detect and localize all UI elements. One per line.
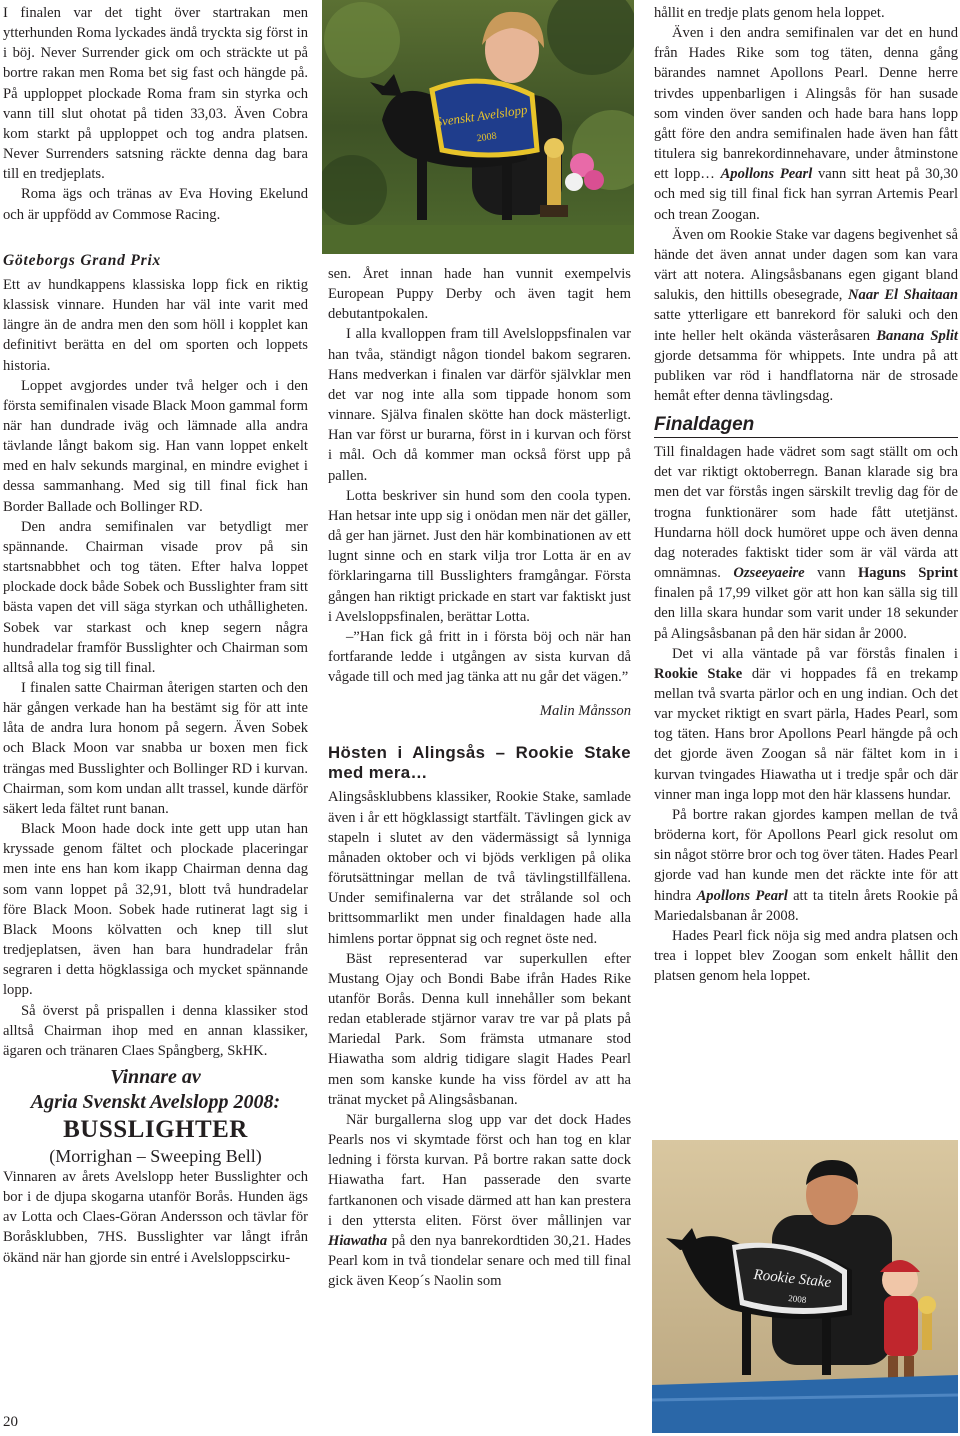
text-run: vann sitt heat på 30,30 och med sig till final fick han syrran Artemis Pearl och trean Zoogan.	[654, 166, 958, 223]
winner-intro: Vinnare av	[110, 1065, 201, 1088]
paragraph: Loppet avgjordes under två helger och i den första semifinalen visade Black Moon gammal form när han dundrade iväg och lämnade alla andra tävlande långt bakom sig. Han vann loppet enkelt med en halv sekunds marginal, en mindre evighet i dessa sammanhang. Med sig till final fick han Border Ballade och Bollinger RD.	[3, 377, 308, 515]
paragraph: Lotta beskriver sin hund som den coola typen. Han hetsar inte upp sig i onödan men när det gäller, då ger han järnet. Just den här kombinationen av ett lugnt sinne och en stark vilja tror Lotta är en av förklaringarna till Busslighters framgångar. Första gången han riktigt prickade en start var faktiskt just i Avelsloppsfinalen, berättar Lotta.	[328, 487, 631, 625]
race-name: Rookie Stake	[654, 665, 743, 682]
paragraph: hållit en tredje plats genom hela loppet.	[654, 5, 885, 21]
paragraph: sen. Året innan hade han vunnit exempelvis European Puppy Derby och även tagit hem debutantpokalen.	[328, 266, 631, 323]
text-run: där vi hoppades få en trekamp mellan två svarta pärlor och en ung indian. Och det var mycket riktigt en svart pärla, Hades Pearl, som tog täten. Hans bror Apollons Pearl hängde på och det gjorde även Zoogan så när fältet kom in i kurvan tvingades Hiawatha ut i tredje spår och där vinner man inga lopp mot den här klassens hundar.	[654, 665, 958, 803]
paragraph	[654, 805, 958, 926]
column-right	[654, 3, 958, 986]
blanket-year: 2008	[787, 1293, 807, 1305]
winner-race: Agria Svenskt Avelslopp 2008:	[30, 1090, 281, 1113]
winner-pedigree: (Morrighan – Sweeping Bell)	[49, 1145, 262, 1166]
dog-name: Naar El Shaitaan	[847, 287, 958, 304]
paragraph: Vinnaren av årets Avelslopp heter Busslighter och bor i de djupa skogarna utanför Borås. Hunden ägs av Lotta och Claes-Göran Andersson och tävlar för Boråsklubben, 7HS. Busslighter var långt ifrån ökänd när han gjorde sin entré i Avelsloppscirku-	[3, 1168, 308, 1266]
photo-man-child-greyhound	[652, 1140, 958, 1433]
text-run: Det vi alla väntade på var förstås finalen i	[672, 645, 958, 662]
text-run: gjorde detsamma för whippets. Inte undra på att publiken var röd i handflatorna när de strosade hemåt efter denna tävlingsdag.	[654, 347, 958, 404]
column-left	[3, 3, 308, 1268]
winner-box	[3, 1065, 308, 1167]
paragraph: I finalen var det tight över startrakan men ytterhunden Roma lyckades ändå tryckta sig först in i böj. Never Surrender gick om och sträckte ut på bortre rakan men Roma bet sig fast och hängde på. På upploppet plockade Roma fram sin styrka och vann till slut ohotat på tiden 33,03. Även Cobra kom starkt på upploppet och tog andra platsen. Never Surrenders satsning räckte denna dag bara till en tredjeplats.	[3, 5, 308, 183]
blanket-text: Rookie Stake	[752, 1266, 832, 1292]
dog-name: Apollons Pearl	[720, 166, 813, 183]
paragraph	[654, 225, 958, 406]
text-run: Även i den andra semifinalen var det en hund från Hades Rike som tog täten, denna gång bärandes namnet Apollons Pearl. Denne herre trivdes uppenbarligen i Alingsås för han susade som vinden över sanden och hade bara hans lopp gått före den andra semifinalen hade även han fått titulera sig banrekordinnehavare, under åtminstone ett lopp…	[654, 25, 958, 183]
section-heading-finaldagen: Finaldagen	[654, 414, 958, 438]
paragraph: Den andra semifinalen var betydligt mer spännande. Chairman visade prov på sin startsnabbhet och tog täten. Efter halva loppet plockade dock både Sobek och Busslighter fram sitt bästa vapen det vill säga styrkan och uthålligheten. Sobek var starkast och knep segern några hundradelar framför Busslighter och Chairman som alltså alla tog sig till final.	[3, 518, 308, 676]
paragraph: Black Moon hade dock inte gett upp utan han kryssade genom fältet och plockade placeringar men inte ens han kom ikapp Chairman denna dag som vann loppet på 32,91, blott två hundradelar före Black Moon. Sobek hade rutinerat lagt sig i Black Moons kölvatten och knep till slut tredjeplatsen, även han bara hundradelar från segraren i detta högklassiga och mycket spännande lopp.	[3, 821, 308, 999]
text-run: vann	[804, 565, 858, 582]
dog-name: Ozseeyaeire	[733, 565, 805, 582]
paragraph: Hades Pearl fick nöja sig med andra platsen och trea i loppet blev Zoogan som enkelt hållit den platsen genom hela loppet.	[654, 927, 958, 985]
text-run: satte ytterligare ett banrekord för saluki och den inte heller helt okända västeråsaren	[654, 307, 958, 344]
paragraph	[654, 644, 958, 805]
text-run: på den nya banrekordtiden 30,21. Hades Pearl kom in två tiondelar senare och med till final gick även Keop´s Naolin som	[328, 1232, 631, 1290]
blanket-text: Svenskt Avelslopp	[434, 101, 529, 130]
paragraph	[328, 1110, 631, 1291]
text-run: På bortre rakan gjordes kampen mellan de två bröderna kort, för Apollons Pearl gick resolut om sin något större bror och tog över täten. Hades Pearl gjorde vad han kunde men det räckte inte för att hindra	[654, 806, 958, 904]
photo-illustration	[322, 0, 634, 254]
section-heading-goteborgs-grand-prix: Göteborgs Grand Prix	[3, 251, 162, 269]
paragraph	[654, 442, 958, 644]
page-number: 20	[3, 1414, 18, 1430]
text-run: att ta titeln årets Rookie på Mariedalsbanan år 2008.	[654, 887, 959, 924]
section-heading-hosten-i-alingsas: Hösten i Alingsås – Rookie Stake med mera…	[328, 743, 631, 783]
dog-name: Hiawatha	[328, 1232, 388, 1249]
photo-illustration	[652, 1140, 958, 1433]
paragraph: Alingsåsklubbens klassiker, Rookie Stake, samlade även i år ett högklassigt startfält. Tävlingen gick av stapeln i slutet av den vädermässigt så lynniga månaden oktober och vi bjöds verkligen på olika förutsättningar mellan de två tävlingstillfällena. Under semifinalerna var det strålande sol och brittsommarlikt men under finaldagen hade alla himlens portar öppnat sig och regnet öste ned.	[328, 789, 631, 947]
text-run: Till finaldagen hade vädret som sagt ställt om och det var riktigt oktoberregn. Banan klarade sig bra men det var förstås ingen särskilt trevlig dag för de trogna funktionärer som hade fått utetjänst. Hundarna höll dock humöret uppe och även denna dag noterades faktiskt tider som är väl värda att omnämnas.	[654, 444, 958, 582]
paragraph: –”Han fick gå fritt in i första böj och när han fortfarande ledde i utgången av sista kurvan då vågade till och med jag tänka att nu går det vägen.”	[328, 628, 631, 686]
paragraph: Ett av hundkappens klassiska lopp fick en riktig klassisk vinnare. Hunden har väl inte varit med längre än de andra men den som höll i kopplet kan definitivt berätta en del om sporten och loppets historia.	[3, 276, 308, 374]
paragraph: I alla kvalloppen fram till Avelsloppsfinalen var han tvåa, ständigt någon tiondel bakom segraren. Hans medverkan i finalen var därför självklar men det var nog inte alla som tippade honom som vinnare. Själva finalen skötte han dock mästerligt. Han var först ur burarna, först in i kurvan och först i mål. Och då kommer man också först upp på pallen.	[328, 326, 631, 484]
text-run: När burgallerna slog upp var det dock Hades Pearls nos vi skymtade först och han tog en klar ledning i första kurvan. På bortre rakan satte dock Hiawatha fart. Han passerade den svarte fartkanonen och visade därmed att han kan prestera i den yttersta eliten. Först över mållinjen var	[328, 1111, 631, 1229]
text-run: finalen på 17,99 vilket gör att hon kan sälla sig till den lilla skara hundar som varit under 18 sekunder på Alingsåsbanan på den här sidan år 2000.	[654, 585, 958, 642]
author-signature: Malin Månsson	[539, 703, 631, 720]
dog-name: Banana Split	[876, 327, 958, 344]
winner-name: BUSSLIGHTER	[63, 1115, 248, 1143]
dog-name: Apollons Pearl	[696, 887, 788, 904]
photo-woman-with-greyhound	[322, 0, 634, 254]
text-run: Även om Rookie Stake var dagens begivenhet så hände det även annat under dagen som kan vara värt att notera. Alingsåsbanans egen gigant bland salukis, den hittills obesegrade,	[654, 226, 958, 304]
paragraph: Roma ägs och tränas av Eva Hoving Ekelund och är uppfödd av Commose Racing.	[3, 186, 308, 223]
dog-name: Haguns Sprint	[857, 565, 959, 582]
paragraph: Så överst på prispallen i denna klassiker stod alltså Chairman ihop med en annan klassiker, ägaren och tränaren Claes Spångberg, SkHK.	[3, 1002, 308, 1059]
blanket-year: 2008	[475, 130, 498, 145]
column-middle	[328, 264, 631, 1291]
paragraph: I finalen satte Chairman återigen starten och den här gången verkade han ha bestämt sig för att inte låta de andra lura honom på segern. Även Sobek och Black Moon var snabba ur boxen men fick trängas med Busslighter och Bollinger RD i kurvan. Chairman, som kom undan allt trassel, kunde därför säkert leda fältet runt banan.	[3, 680, 308, 817]
paragraph	[654, 23, 958, 225]
paragraph: Bäst representerad var superkullen efter Mustang Ojay och Bondi Babe ifrån Hades Rike utanför Borås. Denna kull innehåller som bekant redan etablerade stjärnor varav tre var på plats på Mariedal Park. Som främsta utmanare stod Hiawatha som aldrig tidigare slagit Hades Pearl men som kanske kunde ha viss fördel av att ha tränat mycket på Alingsåsbanan.	[328, 950, 631, 1108]
